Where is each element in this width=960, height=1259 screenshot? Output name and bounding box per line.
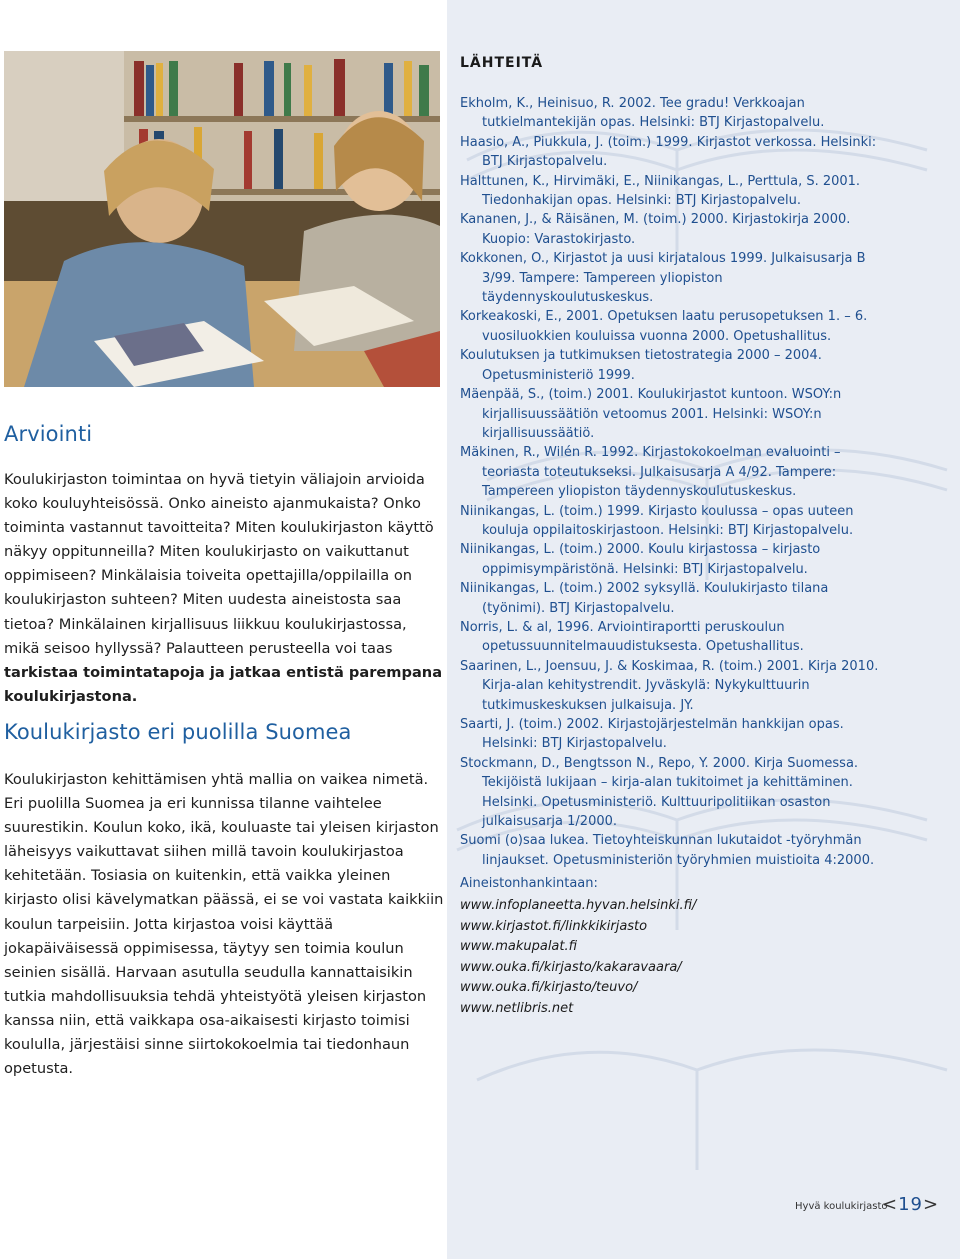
reference-item: Mäkinen, R., Wilén R. 1992. Kirjastokokoelman evaluointi – teoriasta toteutukseksi. Julkaisusarja A 4/92. Tampere: Tampereen yliopiston täydennyskoulutuskeskus. bbox=[460, 445, 841, 500]
reference-item: Niinikangas, L. (toim.) 2002 syksyllä. Koulukirjasto tilana (työnimi). BTJ Kirjastopalvelu. bbox=[460, 581, 829, 616]
reference-item: Haasio, A., Piukkula, J. (toim.) 1999. Kirjastot verkossa. Helsinki: BTJ Kirjastopalvelu. bbox=[460, 134, 877, 170]
koulukirjasto-body: Koulukirjaston kehittämisen yhtä mallia on vaikea nimetä. Eri puolilla Suomea ja eri kunnissa tilanne vaihtelee suurestikin. Koulun koko, ikä, kouluaste tai yleisen kirjaston läheisyys vaikuttavat siihen millä tavoin koulukirjastoa kehitetään. Tosiasia on kuitenkin, että vaikka yleinen kirjasto olisi kävelymatkan päässä, ei se voi vastata kaikkiin koulun tarpeisiin. Jotta kirjastoa voisi käyttää jokapäiväisessä oppimisessa, täytyy sen toimia koulun seinien sisällä. Harvaan asutulla seudulla kannattaisikin tutkia mahdollisuuksia tehdä yhteistyötä yleisen kirjaston kanssa niin, että vaikkapa osa-aikaisesti kirjasto toimisi koululla, järjestäisi sinne siirtokokoelmia tai tiedonhaun opetusta. bbox=[4, 771, 444, 1078]
sources-label: Aineistonhankintaan: bbox=[460, 876, 598, 891]
footer-publication-name: Hyvä koulukirjasto bbox=[795, 1201, 888, 1212]
reference-item: Suomi (o)saa lukea. Tietoyhteiskunnan lukutaidot -työryhmän linjaukset. Opetusministeriön työryhmien muistioita 4:2000. bbox=[460, 833, 875, 868]
reference-item: Norris, L. & al, 1996. Arviointiraportti peruskoulun opetussuunnitelmauudistuksesta. Opetushallitus. bbox=[460, 619, 804, 655]
reference-item: Korkeakoski, E., 2001. Opetuksen laatu perusopetuksen 1. – 6. vuosiluokkien kouluissa vuonna 2000. Opetushallitus. bbox=[460, 309, 868, 344]
arviointi-heading: Arviointi bbox=[4, 422, 93, 446]
reference-item: Stockmann, D., Bengtsson N., Repo, Y. 2000. Kirja Suomessa. Tekijöistä lukijaan – kirja-alan tukitoimet ja kehittäminen. Helsinki. Opetusministeriö. Kulttuuripolitiikan osaston julkaisusarja 1/2000. bbox=[460, 755, 859, 830]
reference-item: Kokkonen, O., Kirjastot ja uusi kirjatalous 1999. Julkaisusarja B 3/99. Tampere: Tampereen yliopiston täydennyskoulutuskeskus. bbox=[460, 251, 866, 306]
reference-item: Halttunen, K., Hirvimäki, E., Niinikangas, L., Perttula, S. 2001. Tiedonhakijan opas. Helsinki: BTJ Kirjastopalvelu. bbox=[460, 173, 861, 209]
source-link[interactable]: www.ouka.fi/kirjasto/teuvo/ bbox=[460, 980, 638, 995]
reference-item: Kananen, J., & Räisänen, M. (toim.) 2000. Kirjastokirja 2000. Kuopio: Varastokirjasto. bbox=[460, 212, 851, 247]
reference-item: Ekholm, K., Heinisuo, R. 2002. Tee gradu! Verkkoajan tutkielmantekijän opas. Helsinki: BTJ Kirjastopalvelu. bbox=[460, 96, 825, 131]
references-list bbox=[460, 94, 890, 870]
source-link[interactable]: www.infoplaneetta.hyvan.helsinki.fi/ bbox=[460, 898, 697, 913]
source-link[interactable]: www.ouka.fi/kirjasto/kakaravaara/ bbox=[460, 959, 682, 975]
left-angle-icon: < bbox=[882, 1194, 899, 1215]
reference-item: Koulutuksen ja tutkimuksen tietostrategia 2000 – 2004. Opetusministeriö 1999. bbox=[460, 348, 822, 383]
students-reading-photo bbox=[4, 51, 440, 387]
page-number bbox=[882, 1194, 939, 1215]
reference-item: Niinikangas, L. (toim.) 1999. Kirjasto koulussa – opas uuteen kouluja oppilaitoskirjastoon. Helsinki: BTJ Kirjastopalvelu. bbox=[460, 503, 854, 538]
source-link[interactable]: www.makupalat.fi bbox=[460, 939, 578, 954]
reference-item: Saarinen, L., Joensuu, J. & Koskimaa, R. (toim.) 2001. Kirja 2010. Kirja-alan kehitystrendit. Jyväskylä: Nykykulttuurin tutkimuskeskuksen julkaisuja. JY. bbox=[460, 658, 879, 713]
arviointi-body bbox=[4, 468, 444, 709]
right-angle-icon: > bbox=[923, 1194, 940, 1215]
arviointi-body-text: Koulukirjaston toimintaa on hyvä tietyin väliajoin arvioida koko kouluyhteisössä. Onko aineisto ajanmukaista? Onko toiminta vastannut tavoitteita? Miten koulukirjaston käyttö näkyy oppitunneilla? Miten koulukirjasto on vaikuttanut oppimiseen? Minkälaisia toiveita opettajilla/oppilailla on koulukirjaston suhteen? Miten uudesta aineistosta saa tietoa? Minkälainen kirjallisuus liikkuu koulukirjastossa, mikä seisoo hyllyssä? Palautteen perusteella voi taas bbox=[4, 471, 434, 657]
source-link[interactable]: www.netlibris.net bbox=[460, 1000, 574, 1016]
source-link[interactable]: www.kirjastot.fi/linkkikirjasto bbox=[460, 918, 648, 934]
arviointi-body-bold: tarkistaa toimintatapoja ja jatkaa entistä parempana koulukirjastona. bbox=[4, 663, 443, 705]
sources-links bbox=[460, 896, 696, 1019]
reference-item: Niinikangas, L. (toim.) 2000. Koulu kirjastossa – kirjasto oppimisympäristönä. Helsinki: BTJ Kirjastopalvelu. bbox=[460, 542, 821, 577]
reference-item: Saarti, J. (toim.) 2002. Kirjastojärjestelmän hankkijan opas. Helsinki: BTJ Kirjastopalvelu. bbox=[460, 717, 844, 752]
koulukirjasto-heading: Koulukirjasto eri puolilla Suomea bbox=[4, 720, 352, 744]
reference-item: Mäenpää, S., (toim.) 2001. Koulukirjastot kuntoon. WSOY:n kirjallisuussäätiön vetoomus 2001. Helsinki: WSOY:n kirjallisuussäätiö. bbox=[460, 387, 842, 441]
page-number-value: 19 bbox=[898, 1194, 923, 1215]
references-title: LÄHTEITÄ bbox=[460, 55, 544, 71]
